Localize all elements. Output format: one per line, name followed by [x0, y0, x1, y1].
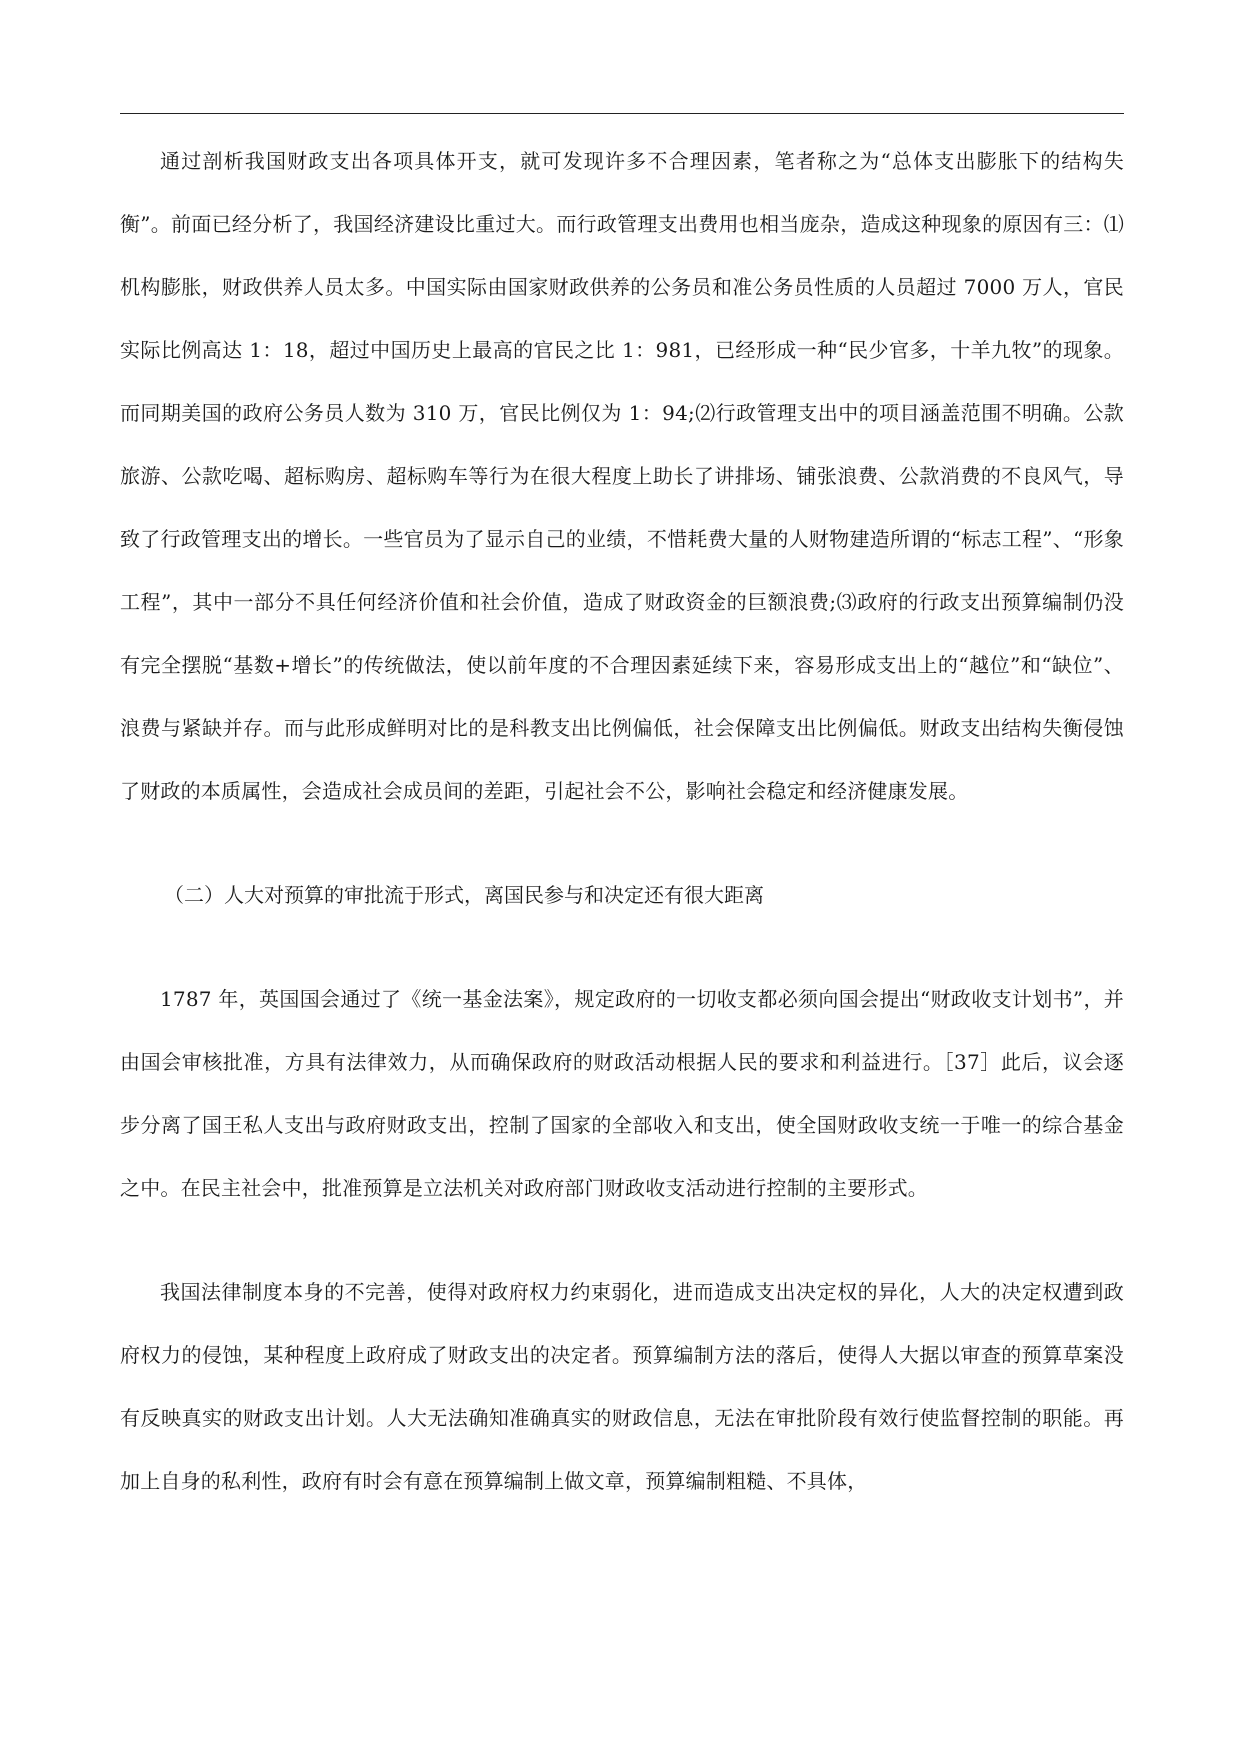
paragraph-legal-system: 我国法律制度本身的不完善，使得对政府权力约束弱化，进而造成支出决定权的异化，人大的决定权遭到政府权力的侵蚀，某种程度上政府成了财政支出的决定者。预算编制方法的落后，使得人大据以审查的预算草案没有反映真实的财政支出计划。人大无法确知准确真实的财政信息，无法在审批阶段有效行使监督控制的职能。再加上自身的私利性，政府有时会有意在预算编制上做文章，预算编制粗糙、不具体，: [120, 1280, 1124, 1493]
section-heading: （二）人大对预算的审批流于形式，离国民参与和决定还有很大距离: [164, 883, 764, 907]
paragraph-gap: [120, 823, 1124, 864]
page-body: [120, 130, 1124, 1513]
paragraph-gap: [120, 927, 1124, 968]
header-rule: [120, 113, 1124, 114]
paragraph-uk-budget-history: 1787 年，英国国会通过了《统一基金法案》，规定政府的一切收支都必须向国会提出“财政收支计划书”，并由国会审核批准，方具有法律效力，从而确保政府的财政活动根据人民的要求和利益进行。［37］此后，议会逐步分离了国王私人支出与政府财政支出，控制了国家的全部收入和支出，使全国财政收支统一于唯一的综合基金之中。在民主社会中，批准预算是立法机关对政府部门财政收支活动进行控制的主要形式。: [120, 987, 1124, 1200]
paragraph-expenditure-structure: 通过剖析我国财政支出各项具体开支，就可发现许多不合理因素，笔者称之为“总体支出膨胀下的结构失衡”。前面已经分析了，我国经济建设比重过大。而行政管理支出费用也相当庞杂，造成这种现象的原因有三：⑴机构膨胀，财政供养人员太多。中国实际由国家财政供养的公务员和准公务员性质的人员超过 7000 万人，官民实际比例高达 1：18，超过中国历史上最高的官民之比 1：981，已经形成一种“民少官多，十羊九牧”的现象。而同期美国的政府公务员人数为 310 万，官民比例仅为 1：94;⑵行政管理支出中的项目涵盖范围不明确。公款旅游、公款吃喝、超标购房、超标购车等行为在很大程度上助长了讲排场、铺张浪费、公款消费的不良风气，导致了行政管理支出的增长。一些官员为了显示自己的业绩，不惜耗费大量的人财物建造所谓的“标志工程”、“形象工程”，其中一部分不具任何经济价值和社会价值，造成了财政资金的巨额浪费;⑶政府的行政支出预算编制仍没有完全摆脱“基数+增长”的传统做法，使以前年度的不合理因素延续下来，容易形成支出上的“越位”和“缺位”、浪费与紧缺并存。而与此形成鲜明对比的是科教支出比例偏低，社会保障支出比例偏低。财政支出结构失衡侵蚀了财政的本质属性，会造成社会成员间的差距，引起社会不公，影响社会稳定和经济健康发展。: [120, 149, 1124, 803]
paragraph-gap: [120, 1220, 1124, 1261]
